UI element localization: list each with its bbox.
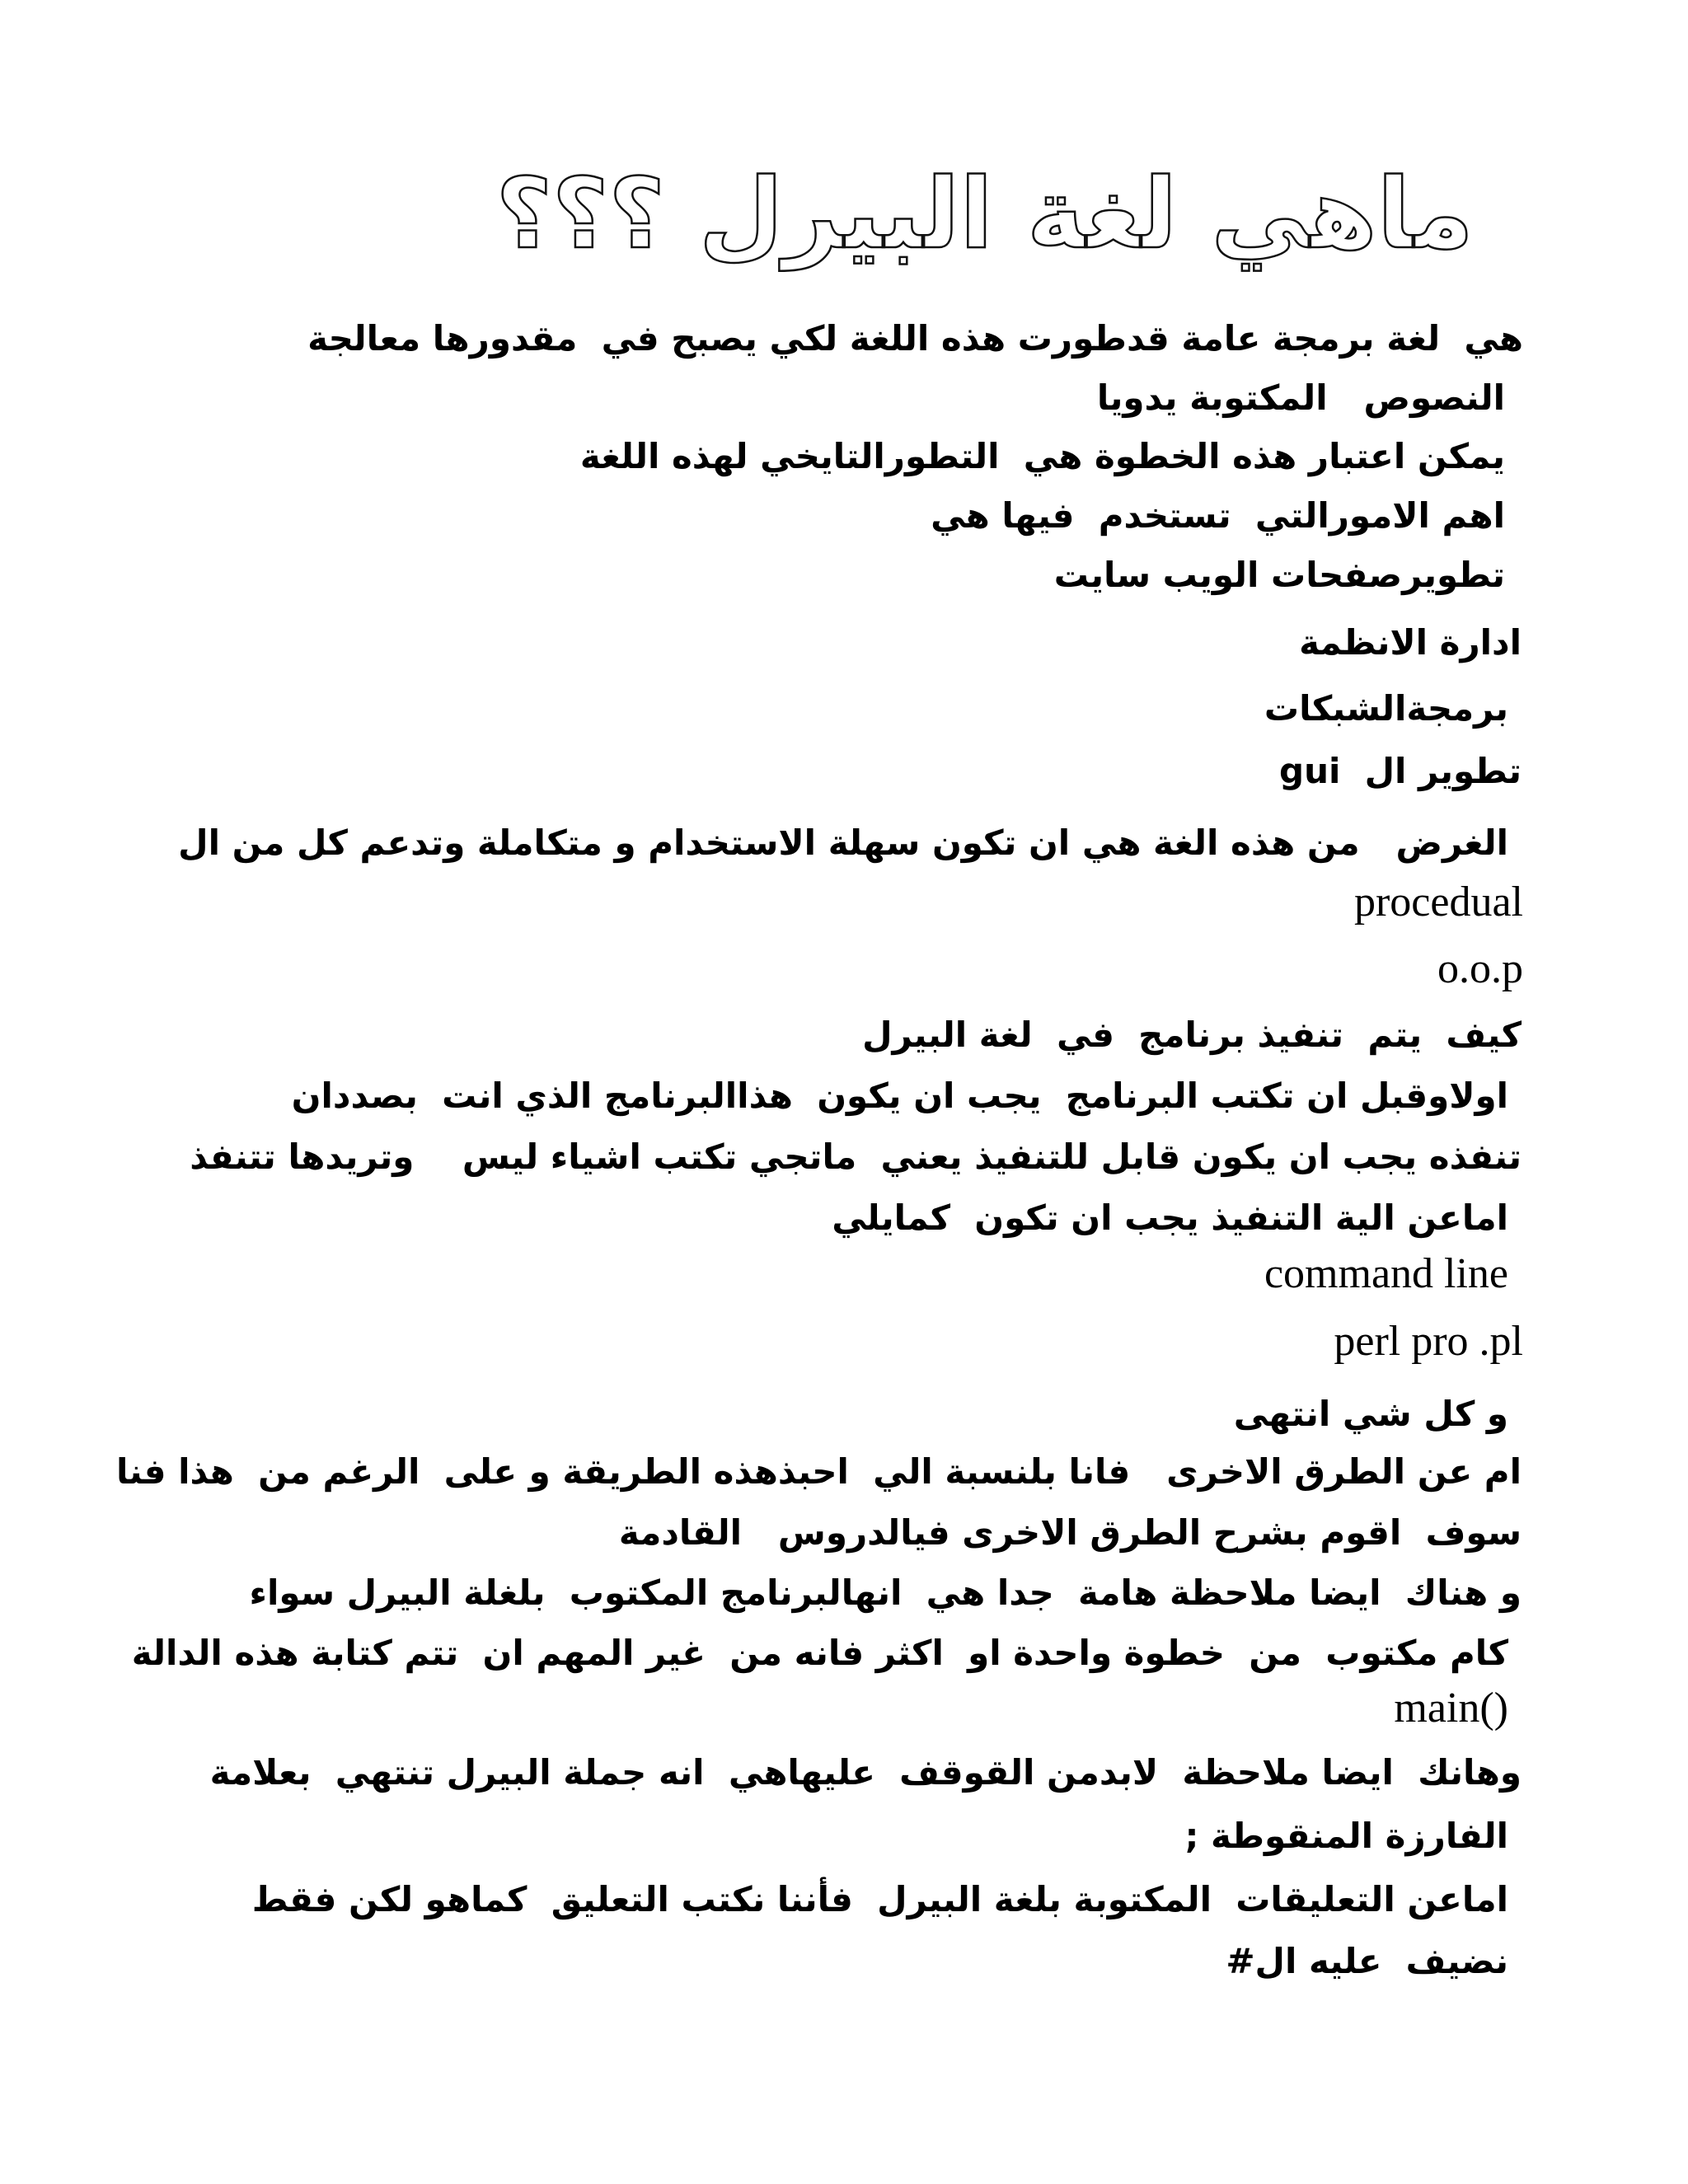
text-line-latin: o.o.p — [1437, 945, 1523, 992]
text-line: ام عن الطرق الاخرى فانا بلنسبة الي احبذهذه الطريقة و على الرغم من هذا فنا — [116, 1451, 1522, 1492]
text-line: كام مكتوب من خطوة واحدة او اكثر فانه من غير المهم ان تتم كتابة هذه الدالة — [131, 1633, 1508, 1673]
text-line: نضيف عليه ال# — [1226, 1941, 1508, 1981]
text-line: الغرض من هذه الغة هي ان تكون سهلة الاستخدام و متكاملة وتدعم كل من ال — [178, 823, 1508, 863]
text-line: و كل شي انتهى — [1233, 1394, 1508, 1434]
text-line: النصوص المكتوبة يدويا — [1096, 377, 1505, 418]
text-line-latin: command line — [1264, 1250, 1508, 1297]
text-line: وهانك ايضا ملاحظة لابدمن القوقف عليهاهي انه جملة البيرل تنتهي بعلامة — [209, 1752, 1522, 1793]
text-line-latin: perl pro .pl — [1334, 1318, 1523, 1365]
text-line: تطوير ال gui — [1279, 751, 1522, 791]
text-line: اماعن التعليقات المكتوبة بلغة البيرل فأننا نكتب التعليق كماهو لكن فقط — [251, 1879, 1508, 1919]
text-line-latin: procedual — [1353, 879, 1523, 926]
text-line: اولاوقبل ان تكتب البرنامج يجب ان يكون هذاالبرنامج الذي انت بصددان — [291, 1076, 1508, 1116]
text-line-latin: main() — [1394, 1685, 1508, 1732]
text-line: تنفذه يجب ان يكون قابل للتنفيذ يعني ماتجي تكتب اشياء ليس وتريدها تتنفذ — [190, 1137, 1522, 1177]
text-line: اهم الامورالتي تستخدم فيها هي — [931, 495, 1505, 536]
text-line: سوف اقوم بشرح الطرق الاخرى فيالدروس القادمة — [618, 1512, 1522, 1553]
text-line: برمجةالشبكات — [1264, 688, 1508, 729]
text-line: تطويرصفحات الويب سايت — [1053, 555, 1505, 595]
text-line: و هناك ايضا ملاحظة هامة جدا هي انهالبرنامج المكتوب بلغلة البيرل سواء — [249, 1572, 1522, 1613]
text-line: ادارة الانظمة — [1299, 622, 1522, 663]
page-title: ماهي لغة البيرل ؟؟؟ — [495, 157, 1474, 270]
text-line: الفارزة المنقوطة ; — [1184, 1816, 1508, 1856]
text-line: كيف يتم تنفيذ برنامج في لغة البيرل — [862, 1015, 1522, 1055]
text-line: يمكن اعتبار هذه الخطوة هي التطورالتايخي لهذه اللغة — [579, 436, 1505, 476]
text-line: هي لغة برمجة عامة قدطورت هذه اللغة لكي يصبح في مقدورها معالجة — [307, 318, 1523, 359]
text-line: اماعن الية التنفيذ يجب ان تكون كمايلي — [832, 1197, 1508, 1238]
